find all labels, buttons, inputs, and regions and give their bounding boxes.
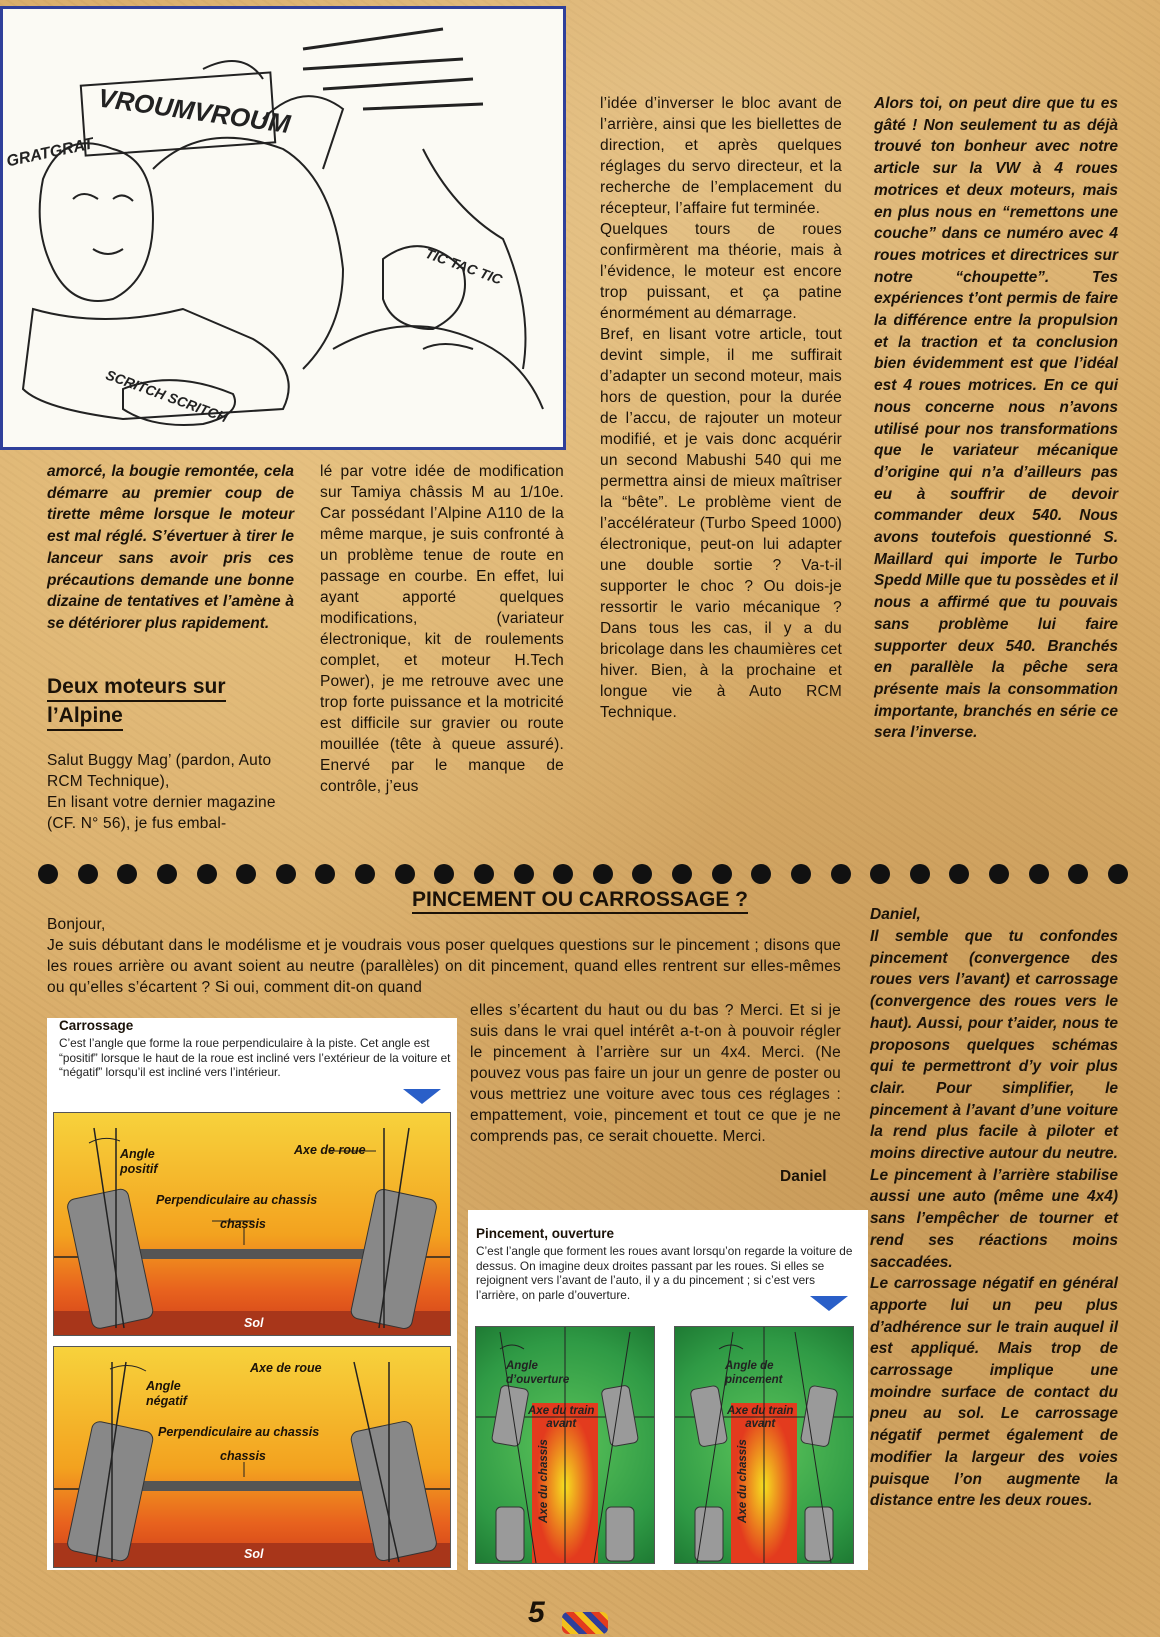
heading-line-2: l’Alpine [47, 702, 123, 731]
label-sol-2: Sol [244, 1547, 264, 1561]
label-angle-ouverture: Angle d’ouverture [506, 1360, 570, 1386]
col2-text: lé par votre idée de modification sur Tamiya châssis M au 1/10e. Car possédant l’Alpine A110 de la même marque, je suis confronté à un problème tenue de route en passage en courbe. En effet, lui ayant apporté quelques modifications, (variateur électronique, kit de roulements complet, et moteur H.Tech Power), je me retrouve avec une trop forte puissance et la motricité est difficile sur gravier ou route mouillée (tête à queue assuré). Enervé par le manque de contrôle, j’eus [320, 463, 564, 795]
label-perpendiculaire-2: Perpendiculaire au chassis [158, 1425, 320, 1439]
carrossage-desc: C’est l’angle que forme la roue perpendiculaire à la piste. Cet angle est “positif” lorsque le haut de la roue est incliné vers l’extérieur de la voiture et “négatif” lorsqu’il est incliné vers l’intérieur. [59, 1036, 451, 1079]
label-axe-train-avant-2: Axe du train avant [727, 1405, 794, 1430]
label-chassis: chassis [220, 1217, 266, 1231]
col1-letter: Salut Buggy Mag’ (pardon, Auto RCM Technique), En lisant votre dernier magazine (CF. N° 56), je fus embal- [47, 752, 276, 832]
dot-separator [38, 863, 1128, 885]
camber-negative-diagram [53, 1346, 451, 1568]
sfx-grat: GRATGRAT [5, 135, 95, 171]
label-perpendiculaire: Perpendiculaire au chassis [156, 1193, 318, 1207]
label-axe-chassis-2: Axe du chassis [737, 1439, 749, 1523]
reply-name: Daniel, [870, 906, 921, 923]
label-axe-chassis: Axe du chassis [538, 1439, 550, 1523]
label-angle-positif: Angle positif [120, 1147, 158, 1176]
letter-signature: Daniel [780, 1168, 827, 1185]
pincement-letter-top: Bonjour, Je suis débutant dans le modélisme et je voudrais vous poser quelques questions sur le pincement ; disons que les roues arrière ou avant soient au neutre (parallèles) on dit pincement, quand elles rentrent sur elles-mêmes ou qu’elles s’écartent ? Si oui, comment dit-on quand [47, 916, 841, 996]
label-axe-roue: Axe de roue [294, 1143, 366, 1157]
page-number: 5 [528, 1596, 545, 1629]
pincement-box-desc: C’est l’angle que forment les roues avant lorsqu’on regarde la voiture de dessus. On imagine deux droites passant par les roues. Si elles se rejoignent vers l’avant de l’auto, il y a du pincement ; si c’est vers l’arrière, on parle d’ouverture. [476, 1244, 853, 1302]
triangle-marker [403, 1089, 441, 1104]
pincement-diagram [674, 1326, 854, 1564]
camber-positive-diagram [53, 1112, 451, 1336]
triangle-marker-2 [810, 1296, 848, 1311]
label-angle-negatif: Angle négatif [146, 1379, 187, 1408]
reply-text: Il semble que tu confondes pincement (convergence des roues vers l’avant) et carrossage (convergence des roues vers le haut). Aussi, pour t’aider, nous te proposons quelques schémas qui te permettront d’y voir plus clair. Pour simplifier, le pincement à l’avant d’une voiture la rend plus facile à piloter et moins directive autour du neutre. Le pincement à l’arrière stabilise aussi une auto (même une 4x4) sans l’empêcher de tourner et rend ses réactions moins saccadées. Le carrossage négatif en général apporte lui un peu plus d’adhérence sur le train auquel il est appliqué. Mais trop de carrossage implique une moindre surface de contact du pneu au sol. Le carrossage négatif permet également de modifier la largeur des voies puisque l’on augmente la distance entre les deux roues. [870, 928, 1118, 1510]
section-title-pincement: PINCEMENT OU CARROSSAGE ? [0, 888, 1160, 914]
ouverture-diagram [475, 1326, 655, 1564]
sfx-scritch: SCRITCH SCRITCH [103, 366, 230, 426]
pincement-panel [468, 1210, 868, 1570]
magazine-logo-icon [562, 1612, 608, 1634]
label-sol: Sol [244, 1316, 264, 1330]
sfx-vroum: VROUMVROUM [96, 82, 293, 140]
col4-reply: Alors toi, on peut dire que tu es gâté ! Non seulement tu as déjà trouvé ton bonheur avec notre article sur la VW à 4 roues motrices et deux moteurs, mais en plus nous en “remettons une couche” dans ce numéro avec 4 roues motrices et directrices sur notre “choupette”. Tes expériences t’ont permis de faire la différence entre la propulsion et la traction et ta conclusion bien évidemment est que l’idéal est 4 roues motrices. En ce qui nous concerne nous n’avons utilisé pour nos transformations que le variateur mécanique d’origine qui n’a d’ailleurs pas eu à souffrir de devoir commander deux 540. Nous avons toutefois questionné S. Maillard qui importe le Turbo Spedd Mille que tu possèdes et il nous a affirmé que tu pouvais sans problème lui faire supporter deux 540. Branchés en parallèle la pêche sera présente mais la consommation importante, branchés en série ce sera l’inverse. [874, 95, 1118, 742]
pincement-letter-cont: elles s’écartent du haut ou du bas ? Merci. Et si je suis dans le vrai quel intérêt a-t-on à pouvoir régler le pincement à l’arrière sur un 4x4. Merci. (Ne pouvez vous pas faire un jour un genre de poster ou vous mettriez une voiture avec tous ces réglages : empattement, voie, pincement et tout ce que je ne comprends pas, ce serait chouette. Merci. [470, 1002, 841, 1145]
label-axe-train-avant: Axe du train avant [528, 1405, 595, 1430]
section-heading-alpine [47, 673, 294, 731]
carrossage-title: Carrossage [59, 1018, 134, 1033]
carrossage-panel [47, 1018, 457, 1570]
heading-line-1: Deux moteurs sur [47, 673, 226, 702]
col1-intro: amorcé, la bougie remontée, cela démarre au premier coup de tirette même lorsque le moteur est mal réglé. S’évertuer à tirer le lanceur sans avoir pris ces précautions demande une bonne dizaine de tentatives et l’amène à se détériorer plus rapidement. [47, 463, 294, 632]
pincement-box-title: Pincement, ouverture [476, 1226, 615, 1241]
label-chassis-2: chassis [220, 1449, 266, 1463]
cartoon-illustration [0, 6, 566, 450]
cartoon-drawing [3, 9, 563, 447]
sfx-tictac: TIC TAC TIC [423, 244, 505, 288]
label-axe-roue-2: Axe de roue [250, 1361, 322, 1375]
col3-text: l’idée d’inverser le bloc avant de l’arrière, ainsi que les biellettes de direction, et après quelques réglages du servo directeur, et la recherche de l’emplacement du récepteur, l’affaire fut terminée. Quelques tours de roues confirmèrent ma théorie, mais à l’évidence, le moteur est encore trop puissant, et ça patine énormément au démarrage. Bref, en lisant votre article, tout devint simple, il me suffirait d’adapter un second moteur, mais hors de question, pour la durée de l’accu, de rajouter un moteur modifié, et je vais donc acquérir un second Mabushi 540 qui me permettra ainsi de mieux maîtriser la “bête”. Le problème vient de l’accélérateur (Turbo Speed 1000) électronique, peut-on lui adapter une double sortie ? Va-t-il supporter le choc ? Ou dois-je ressortir le vario mécanique ? Dans tous les cas, il y a du bricolage dans les chaumières cet hiver. Bien, à la prochaine et longue vie à Auto RCM Technique. [600, 95, 842, 721]
label-angle-pincement: Angle de pincement [725, 1360, 783, 1386]
